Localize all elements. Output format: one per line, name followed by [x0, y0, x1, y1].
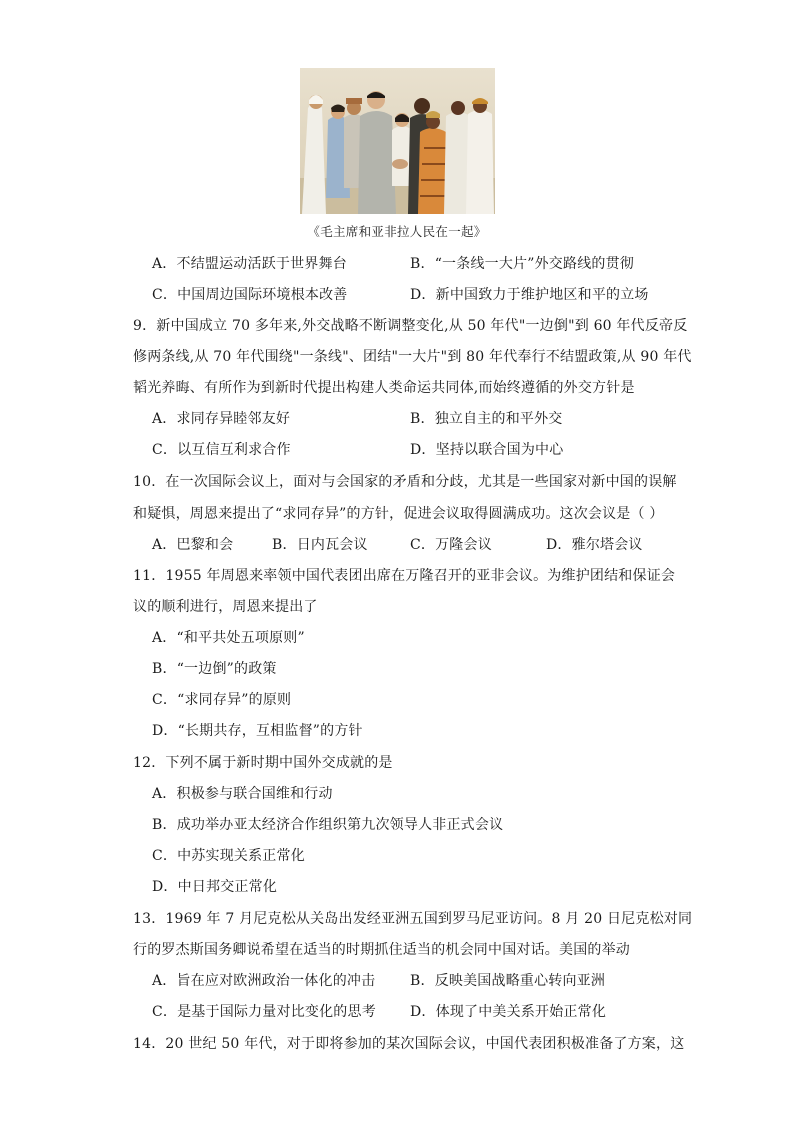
q10-stem-line-2: 和疑惧，周恩来提出了“求同存异”的方针，促进会议取得圆满成功。这次会议是（ ）	[133, 506, 664, 522]
q11-stem-line-1: 11．1955 年周恩来率领中国代表团出席在万隆召开的亚非会议。为维护团结和保证会	[133, 568, 676, 584]
q9-option-a: A．求同存异睦邻友好	[152, 411, 291, 427]
q8-option-d: D．新中国致力于维护地区和平的立场	[410, 287, 649, 303]
painting-illustration	[300, 68, 495, 214]
q10-option-b: B．日内瓦会议	[272, 537, 368, 553]
q11-stem-line-2: 议的顺利进行，周恩来提出了	[133, 599, 318, 615]
q12-stem: 12．下列不属于新时期中国外交成就的是	[133, 755, 393, 771]
q9-stem-line-3: 韬光养晦、有所作为到新时代提出构建人类命运共同体,而始终遵循的外交方针是	[133, 380, 635, 396]
q10-option-a: A．巴黎和会	[152, 537, 234, 553]
q8-option-c: C．中国周边国际环境根本改善	[152, 287, 348, 303]
q13-option-c: C．是基于国际力量对比变化的思考	[152, 1004, 376, 1020]
q10-option-d: D．雅尔塔会议	[546, 537, 643, 553]
q14-stem-line-1: 14．20 世纪 50 年代，对于即将参加的某次国际会议，中国代表团积极准备了方案，这	[133, 1036, 685, 1052]
q13-stem-line-2: 行的罗杰斯国务卿说希望在适当的时期抓住适当的机会同中国对话。美国的举动	[133, 942, 630, 958]
q13-stem-line-1: 13．1969 年 7 月尼克松从关岛出发经亚洲五国到罗马尼亚访问。8 月 20 日尼克松对同	[133, 911, 693, 927]
q9-stem-line-1: 9．新中国成立 70 多年来,外交战略不断调整变化,从 50 年代"一边倒"到 60 年代反帝反	[133, 318, 688, 334]
q11-option-b: B．“一边倒”的政策	[152, 661, 277, 677]
q11-option-c: C．“求同存异”的原则	[152, 692, 292, 708]
q13-option-d: D．体现了中美关系开始正常化	[410, 1004, 607, 1020]
q12-option-a: A．积极参与联合国维和行动	[152, 786, 333, 802]
q8-option-b: B．“一条线一大片”外交路线的贯彻	[410, 256, 635, 272]
q12-option-c: C．中苏实现关系正常化	[152, 848, 305, 864]
figure-caption: 《毛主席和亚非拉人民在一起》	[307, 224, 487, 239]
q10-option-c: C．万隆会议	[410, 537, 492, 553]
q10-stem-line-1: 10．在一次国际会议上，面对与会国家的矛盾和分歧，尤其是一些国家对新中国的误解	[133, 474, 677, 490]
q9-option-b: B．独立自主的和平外交	[410, 411, 563, 427]
q13-option-b: B．反映美国战略重心转向亚洲	[410, 973, 606, 989]
q9-option-c: C．以互信互利求合作	[152, 442, 291, 458]
q9-stem-line-2: 修两条线,从 70 年代围绕"一条线"、团结"一大片"到 80 年代奉行不结盟政策,从 90 年代	[133, 349, 692, 365]
q12-option-d: D．中日邦交正常化	[152, 879, 278, 895]
q12-option-b: B．成功举办亚太经济合作组织第九次领导人非正式会议	[152, 817, 504, 833]
q13-option-a: A．旨在应对欧洲政治一体化的冲击	[152, 973, 376, 989]
q8-option-a: A．不结盟运动活跃于世界舞台	[152, 256, 347, 272]
q11-option-a: A．“和平共处五项原则”	[152, 630, 305, 646]
q11-option-d: D．“长期共存，互相监督”的方针	[152, 723, 363, 739]
q9-option-d: D．坚持以联合国为中心	[410, 442, 564, 458]
